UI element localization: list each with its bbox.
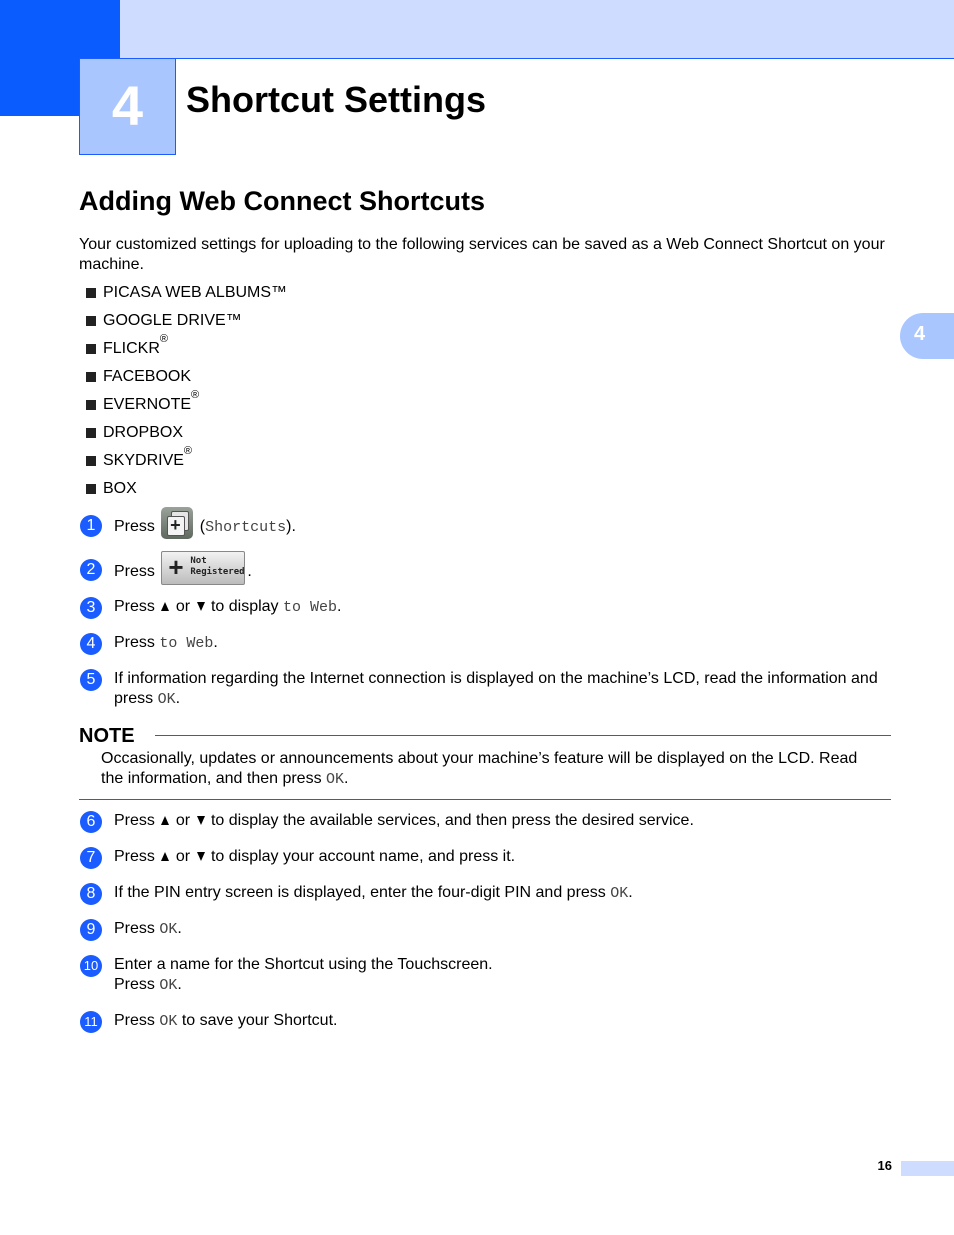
step-text: Press or to display to Web. bbox=[114, 598, 342, 616]
square-bullet-icon bbox=[86, 456, 96, 466]
service-item: DROPBOX bbox=[84, 423, 287, 451]
step-1 bbox=[79, 515, 891, 539]
down-arrow-icon bbox=[197, 602, 205, 611]
lcd-code: Shortcuts bbox=[205, 519, 287, 537]
page-number: 16 bbox=[877, 1158, 892, 1173]
step-text: Press + (Shortcuts). bbox=[114, 515, 891, 539]
step-2 bbox=[79, 552, 891, 585]
up-arrow-icon bbox=[161, 602, 169, 611]
step-number-badge: 2 bbox=[80, 559, 102, 581]
step-number-badge: 6 bbox=[80, 811, 102, 833]
step-6 bbox=[79, 811, 891, 831]
lcd-code: OK bbox=[159, 1013, 178, 1030]
step-text: If the PIN entry screen is displayed, enter the four-digit PIN and press OK. bbox=[114, 884, 633, 902]
step-9 bbox=[79, 919, 891, 940]
footer-bar bbox=[901, 1161, 954, 1176]
chapter-number: 4 bbox=[111, 74, 144, 137]
step-text: If information regarding the Internet connection is displayed on the machine’s LCD, read the information and press OK. bbox=[114, 670, 878, 708]
lcd-code: OK bbox=[326, 771, 345, 788]
step-text: Press OK to save your Shortcut. bbox=[114, 1012, 338, 1030]
step-number-badge: 7 bbox=[80, 847, 102, 869]
lcd-code: to Web bbox=[283, 599, 338, 616]
square-bullet-icon bbox=[86, 484, 96, 494]
lcd-code: OK bbox=[610, 885, 629, 902]
step-7 bbox=[79, 847, 891, 867]
note-divider bbox=[155, 735, 891, 736]
intro-paragraph: Your customized settings for uploading to the following services can be saved as a Web Connect Shortcut on your machine. bbox=[79, 236, 885, 273]
step-number-badge: 8 bbox=[80, 883, 102, 905]
header-band bbox=[120, 0, 954, 59]
service-item: PICASA WEB ALBUMS™ bbox=[84, 283, 287, 311]
lcd-code: to Web bbox=[159, 635, 214, 652]
square-bullet-icon bbox=[86, 372, 96, 382]
step-5 bbox=[79, 669, 891, 710]
step-text: Press to Web. bbox=[114, 634, 218, 652]
down-arrow-icon bbox=[197, 816, 205, 825]
step-8 bbox=[79, 883, 891, 904]
step-text: Enter a name for the Shortcut using the Touchscreen. Press OK. bbox=[114, 956, 493, 994]
lcd-code: OK bbox=[157, 691, 176, 708]
plus-icon: + bbox=[168, 552, 184, 582]
service-item: EVERNOTE ® bbox=[84, 395, 287, 423]
section-title: Adding Web Connect Shortcuts bbox=[79, 186, 485, 216]
side-tab-number: 4 bbox=[914, 323, 926, 345]
shortcuts-button-icon: + bbox=[161, 507, 193, 539]
step-text: Press + Not Registered . bbox=[114, 559, 891, 585]
up-arrow-icon bbox=[161, 852, 169, 861]
note-text: Occasionally, updates or announcements about your machine’s feature will be displayed on the LCD. Read the information, and then press OK. bbox=[101, 750, 858, 788]
down-arrow-icon bbox=[197, 852, 205, 861]
square-bullet-icon bbox=[86, 344, 96, 354]
square-bullet-icon bbox=[86, 316, 96, 326]
step-text: Press or to display the available services, and then press the desired service. bbox=[114, 812, 694, 829]
step-number-badge: 1 bbox=[80, 515, 102, 537]
up-arrow-icon bbox=[161, 816, 169, 825]
step-number-badge: 5 bbox=[80, 669, 102, 691]
service-item: GOOGLE DRIVE™ bbox=[84, 311, 287, 339]
chapter-side-tab bbox=[900, 313, 954, 359]
service-list bbox=[84, 283, 287, 507]
not-registered-button-icon: + Not Registered bbox=[161, 551, 245, 585]
step-number-badge: 9 bbox=[80, 919, 102, 941]
step-number-badge: 3 bbox=[80, 597, 102, 619]
step-number-badge: 4 bbox=[80, 633, 102, 655]
service-item: FACEBOOK bbox=[84, 367, 287, 395]
square-bullet-icon bbox=[86, 400, 96, 410]
note-bottom-divider bbox=[79, 799, 891, 800]
lcd-code: OK bbox=[159, 921, 178, 938]
service-item: SKYDRIVE ® bbox=[84, 451, 287, 479]
chapter-title: Shortcut Settings bbox=[186, 79, 487, 120]
chapter-number-box bbox=[79, 58, 176, 155]
step-number-badge: 11 bbox=[80, 1011, 102, 1033]
step-4 bbox=[79, 633, 891, 654]
step-text: Press OK. bbox=[114, 920, 182, 938]
service-item: BOX bbox=[84, 479, 287, 507]
step-text: Press or to display your account name, and press it. bbox=[114, 848, 516, 865]
step-10 bbox=[79, 955, 891, 996]
square-bullet-icon bbox=[86, 288, 96, 298]
service-item: FLICKR ® bbox=[84, 339, 287, 367]
lcd-code: OK bbox=[159, 977, 178, 994]
note-title: NOTE bbox=[79, 725, 135, 747]
square-bullet-icon bbox=[86, 428, 96, 438]
step-3 bbox=[79, 597, 891, 618]
step-11 bbox=[79, 1011, 891, 1032]
step-number-badge: 10 bbox=[80, 955, 102, 977]
